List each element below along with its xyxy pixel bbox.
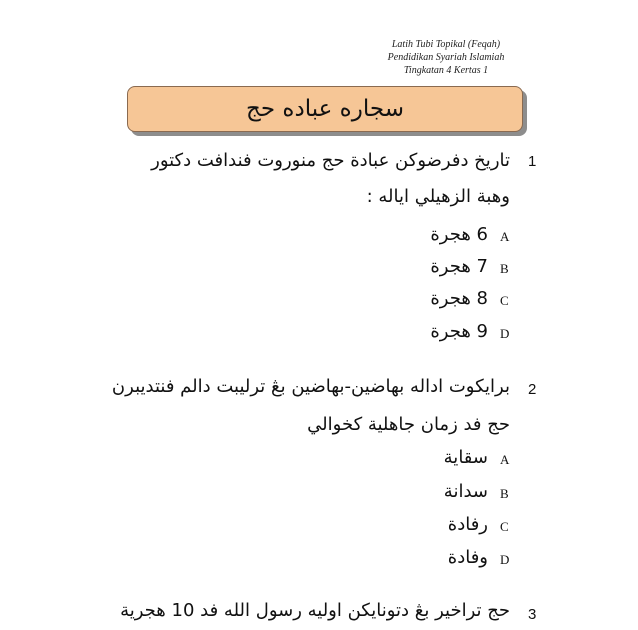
question-number: 2: [528, 381, 537, 398]
title-banner: [127, 86, 523, 132]
option-letter: A: [500, 229, 510, 244]
question-number: 1: [528, 153, 537, 170]
header-level: Tingkatan 4 Kertas 1: [403, 65, 489, 76]
question-text-line: وهبة الزهيلي اياله :: [366, 186, 510, 207]
option-letter: B: [500, 261, 509, 276]
option-text: 6 هجرة: [430, 224, 488, 245]
page-header: [346, 38, 546, 77]
header-subject: Latih Tubi Topikal (Feqah): [391, 39, 501, 50]
page-title: سجاره عباده حج: [127, 86, 523, 132]
option-text: 9 هجرة: [430, 321, 488, 342]
option-text: وفادة: [447, 547, 488, 568]
question-text-line: حج تراخير بڠ دتونايكن اوليه رسول الله فد 10 هجرية: [120, 600, 510, 621]
option-text: سدانة: [443, 481, 488, 502]
option-letter: D: [500, 326, 510, 341]
question-text-line: حج فد زمان جاهلية كخوالي: [307, 414, 510, 435]
option-letter: B: [500, 486, 509, 501]
option-letter: D: [500, 552, 510, 567]
option-letter: C: [500, 519, 509, 534]
question-text-line: تاريخ دفرضوكن عبادة حج منوروت فندافت دكتور: [151, 150, 510, 171]
header-course: Pendidikan Syariah Islamiah: [387, 52, 505, 63]
question-number: 3: [528, 606, 537, 623]
option-text: 8 هجرة: [430, 288, 488, 309]
option-letter: C: [500, 293, 509, 308]
option-letter: A: [500, 452, 510, 467]
option-text: رفادة: [447, 514, 488, 535]
question-text-line: برايكوت اداله بهاضين-بهاضين بڠ ترليبت دالم فنتديبرن: [111, 376, 510, 397]
option-text: سقاية: [443, 447, 488, 468]
option-text: 7 هجرة: [430, 256, 488, 277]
